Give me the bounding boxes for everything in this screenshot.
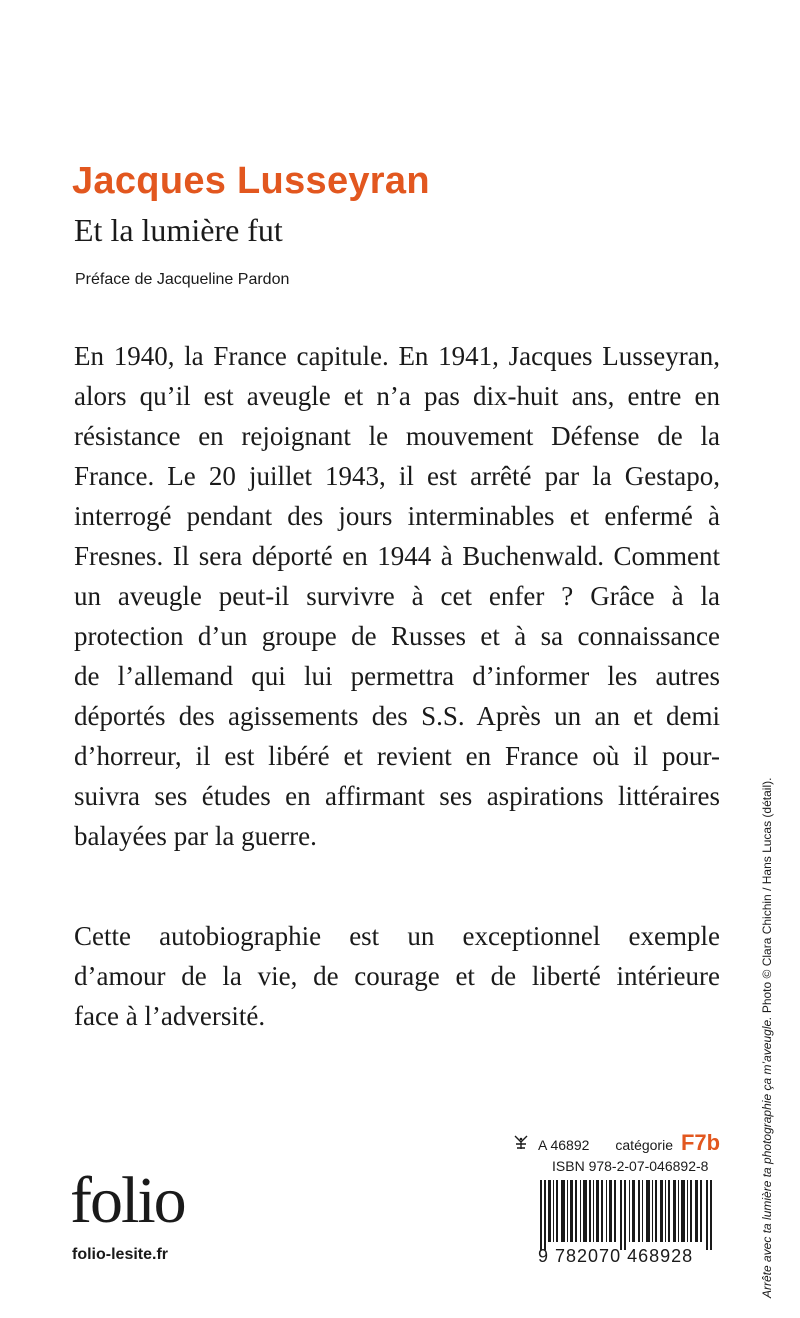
blurb-line: d’horreur, il est libéré et revient en France où il pour-: [74, 741, 720, 771]
barcode: [540, 1180, 712, 1250]
blurb-line: de l’allemand qui lui permettra d’informer les autres: [74, 661, 720, 691]
catalog-info: [512, 1130, 720, 1156]
blurb-line: déportés des agissements des S.S. Après un an et demi: [74, 701, 720, 731]
blurb-line: suivra ses études en affirmant ses aspirations littéraires: [74, 781, 720, 811]
blurb-line: balayées par la guerre.: [74, 821, 317, 851]
book-title: Et la lumière fut: [74, 212, 283, 248]
publisher-website: folio-lesite.fr: [72, 1246, 169, 1263]
publisher-mark-icon: [512, 1134, 530, 1150]
blurb-line: interrogé pendant des jours interminables et enfermé à: [74, 501, 720, 531]
blurb-line: alors qu’il est aveugle et n’a pas dix-huit ans, entre en: [74, 381, 720, 411]
photo-credit-source: Photo © Clara Chichin / Hans Lucas (détail).: [760, 777, 774, 1017]
author-name: Jacques Lusseyran: [72, 160, 430, 202]
blurb-line: Fresnes. Il sera déporté en 1944 à Buchenwald. Comment: [74, 541, 720, 571]
blurb-line: face à l’adversité.: [74, 1001, 266, 1031]
blurb-line: résistance en rejoignant le mouvement Défense de la: [74, 421, 720, 451]
catalog-number: A 46892: [538, 1137, 590, 1153]
blurb-paragraph-2: [74, 916, 720, 1036]
blurb-paragraph-1: [74, 336, 720, 856]
blurb-line: En 1940, la France capitule. En 1941, Jacques Lusseyran,: [74, 341, 720, 371]
photo-credit-title: Arrête avec ta lumière ta photographie ça m’aveugle.: [760, 1016, 774, 1298]
isbn: ISBN 978-2-07-046892-8: [552, 1158, 709, 1174]
photo-credit: [760, 738, 774, 1298]
category-label: catégorie: [615, 1137, 673, 1153]
preface-credit: Préface de Jacqueline Pardon: [75, 271, 290, 288]
folio-logo: folio: [70, 1164, 185, 1237]
blurb-line: Cette autobiographie est un exceptionnel exemple: [74, 921, 720, 951]
barcode-number: 9 782070 468928: [538, 1246, 694, 1266]
blurb-line: France. Le 20 juillet 1943, il est arrêté par la Gestapo,: [74, 461, 720, 491]
blurb-line: un aveugle peut-il survivre à cet enfer ? Grâce à la: [74, 581, 720, 611]
blurb-line: protection d’un groupe de Russes et à sa connaissance: [74, 621, 720, 651]
category-code: F7b: [680, 1130, 721, 1155]
blurb-line: d’amour de la vie, de courage et de liberté intérieure: [74, 961, 720, 991]
